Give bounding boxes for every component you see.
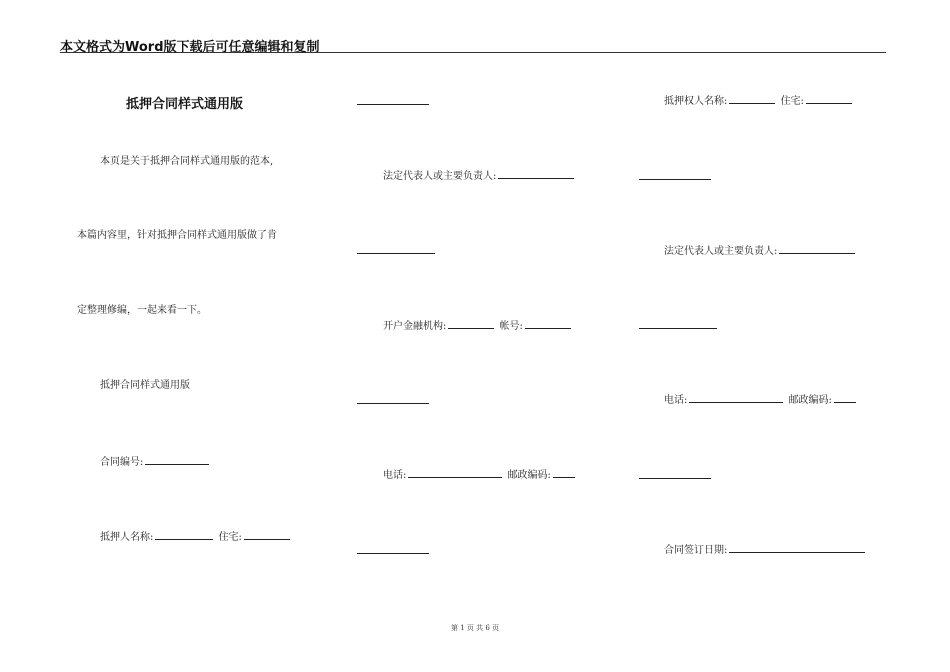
postcode-blank xyxy=(834,393,856,403)
document-header: 本文格式为Word版下载后可任意编辑和复制 xyxy=(60,40,320,55)
mortgagee-field xyxy=(664,94,854,108)
phone-label: 电话: xyxy=(664,395,688,406)
phone-blank xyxy=(689,393,783,403)
page-number: 第 1 页 共 6 页 xyxy=(450,624,500,632)
blank-line xyxy=(357,253,435,254)
phone-field-2 xyxy=(664,393,858,407)
legal-rep-field-2 xyxy=(664,244,857,258)
postcode-blank xyxy=(553,468,575,478)
mortgagee-name-blank xyxy=(729,94,775,104)
legal-rep-field-1 xyxy=(383,169,576,183)
account-label: 帐号: xyxy=(499,321,523,332)
legal-rep-label: 法定代表人或主要负责人: xyxy=(383,171,497,182)
phone-field-1 xyxy=(383,468,577,482)
blank-line xyxy=(639,179,711,180)
blank-line xyxy=(639,328,717,329)
blank-line xyxy=(357,553,429,554)
bank-blank xyxy=(448,319,494,329)
phone-blank xyxy=(408,468,502,478)
header-rule xyxy=(60,52,886,53)
mortgagee-residence-label: 住宅: xyxy=(780,96,804,107)
mortgagor-name-label: 抵押人名称: xyxy=(100,532,154,543)
phone-label: 电话: xyxy=(383,470,407,481)
intro-line-2: 本篇内容里，针对抵押合同样式通用版做了肯 xyxy=(77,230,277,241)
mortgagor-name-blank xyxy=(155,530,213,540)
sign-date-field xyxy=(664,543,867,557)
mortgagor-residence-label: 住宅: xyxy=(218,532,242,543)
mortgagor-residence-blank xyxy=(244,530,290,540)
blank-line xyxy=(357,403,429,404)
postcode-label: 邮政编码: xyxy=(788,395,832,406)
mortgagor-field xyxy=(100,530,292,544)
bank-field xyxy=(383,319,573,333)
bank-label: 开户金融机构: xyxy=(383,321,447,332)
blank-line xyxy=(357,104,429,105)
legal-rep-blank xyxy=(779,244,855,254)
postcode-label: 邮政编码: xyxy=(507,470,551,481)
legal-rep-label: 法定代表人或主要负责人: xyxy=(664,246,778,257)
sign-date-blank xyxy=(729,543,865,553)
document-title: 抵押合同样式通用版 xyxy=(126,97,244,112)
contract-number-field xyxy=(100,455,211,469)
blank-line xyxy=(639,478,711,479)
account-blank xyxy=(525,319,571,329)
mortgagee-residence-blank xyxy=(806,94,852,104)
mortgagee-name-label: 抵押权人名称: xyxy=(664,96,728,107)
legal-rep-blank xyxy=(498,169,574,179)
contract-number-blank xyxy=(145,455,209,465)
intro-line-1: 本页是关于抵押合同样式通用版的范本, xyxy=(100,156,274,167)
sign-date-label: 合同签订日期: xyxy=(664,545,728,556)
contract-number-label: 合同编号: xyxy=(100,457,144,468)
section-subtitle: 抵押合同样式通用版 xyxy=(100,380,190,391)
intro-line-3: 定整理修编，一起来看一下。 xyxy=(77,305,207,316)
